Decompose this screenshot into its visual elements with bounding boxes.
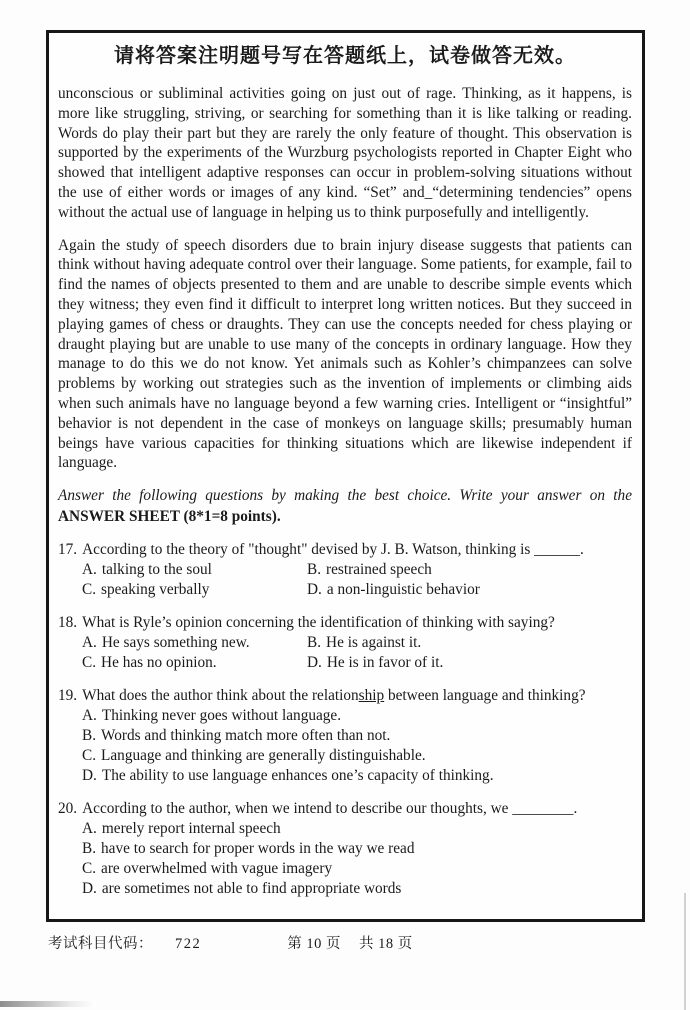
- option-19-d-text: The ability to use language enhances one’s capacity of thinking.: [101, 767, 494, 785]
- option-17-d-label: D.: [307, 581, 322, 599]
- question-19-text-pre: What does the author think about the relation: [82, 687, 359, 705]
- question-18: [58, 613, 632, 673]
- question-17-stem: [58, 540, 632, 560]
- option-19-d: [82, 766, 632, 786]
- option-20-c: [82, 859, 632, 879]
- page-current: 第 10 页: [287, 936, 341, 952]
- option-19-c-text: Language and thinking are generally distinguishable.: [101, 747, 426, 765]
- question-18-stem: [58, 613, 632, 633]
- option-19-b: [82, 726, 632, 746]
- option-19-b-text: Words and thinking match more often than not.: [101, 727, 391, 745]
- option-17-c: [82, 580, 307, 600]
- option-17-c-text: speaking verbally: [101, 581, 210, 599]
- option-18-a-text: He says something new.: [101, 634, 250, 652]
- content-border-box: [46, 30, 645, 922]
- subject-code-label: 考试科目代码：: [48, 936, 153, 952]
- option-18-b-text: He is against it.: [326, 634, 422, 652]
- passage-paragraph-2: Again the study of speech disorders due to brain injury disease suggests that patients can think without having adequate control over their language. Some patients, for example, fail to find the names of objects presented to them and are unable to describe simple events which they witness; they even find it difficult to interpret long written notices. But they succeed in playing games of chess or draughts. They can use the concepts needed for chess playing or draught playing but are unable to use many of the concepts in ordinary language. How they manage to do this we do not know. Yet animals such as Kohler’s chimpanzees can solve problems by working out strategies such as the invention of implements or climbing aids when such animals have no language beyond a few warning cries. Intelligent or “insightful” behavior is not dependent in the case of monkeys on language skills; presumably human beings have various capacities for thinking situations which are likewise independent if language.: [58, 236, 632, 472]
- page-total: 共 18 页: [359, 936, 413, 952]
- option-20-c-text: are overwhelmed with vague imagery: [101, 860, 333, 878]
- option-19-c-label: C.: [82, 747, 97, 765]
- option-17-b-text: restrained speech: [326, 561, 432, 579]
- option-17-a: [82, 560, 307, 580]
- question-17-options: [58, 560, 632, 600]
- subject-code-value: 722: [175, 936, 202, 952]
- option-20-d-label: D.: [82, 880, 97, 898]
- passage-paragraph-1: unconscious or subliminal activities going on just out of rage. Thinking, as it happens, is more like struggling, striving, or searching for something than it is like talking or reading. Words do play their part but they are rarely the only feature of thought. This observation is supported by the experiments of the Wurzburg psychologists reported in Chapter Eight who showed that intelligent adaptive responses can occur in problem-solving situations without the use of either words or images of any kind. “Set” and_“determining tendencies” opens without the actual use of language in helping us to think purposefully and intelligently.: [58, 85, 632, 221]
- option-19-d-label: D.: [82, 767, 97, 785]
- question-17: [58, 540, 632, 600]
- question-20-stem: [58, 799, 632, 819]
- option-18-b: [307, 633, 632, 653]
- option-20-a-text: merely report internal speech: [101, 820, 281, 838]
- instruction-bold-text: ANSWER SHEET (8*1=8 points).: [58, 507, 281, 525]
- option-17-d: [307, 580, 632, 600]
- option-20-a: [82, 819, 632, 839]
- option-18-a-label: A.: [82, 634, 97, 652]
- option-17-b: [307, 560, 632, 580]
- scan-artifact-edge: [684, 893, 686, 1010]
- page-footer: [48, 932, 413, 953]
- option-20-b: [82, 839, 632, 859]
- option-20-d-text: are sometimes not able to find appropriate words: [101, 880, 402, 898]
- option-18-c-text: He has no opinion.: [101, 654, 217, 672]
- question-18-options: [58, 633, 632, 673]
- question-19-text-post: between language and thinking?: [384, 687, 586, 705]
- page-number-info: [287, 932, 413, 953]
- question-19-stem: [58, 686, 632, 706]
- option-19-a-label: A.: [82, 707, 97, 725]
- option-20-c-label: C.: [82, 860, 97, 878]
- instruction-italic-text: Answer the following questions by making the best choice. Write your answer on the: [58, 487, 632, 505]
- option-19-b-label: B.: [82, 727, 97, 745]
- question-19-text-underlined: ship: [358, 687, 385, 705]
- option-18-d-text: He is in favor of it.: [326, 654, 444, 672]
- option-17-b-label: B.: [307, 561, 322, 579]
- option-18-c: [82, 653, 307, 673]
- header-notice: 请将答案注明题号写在答题纸上，试卷做答无效。: [114, 45, 576, 67]
- question-20-options: [58, 819, 632, 899]
- option-20-d: [82, 879, 632, 899]
- section-instruction: [58, 486, 632, 527]
- question-20-number: 20.: [58, 800, 78, 818]
- option-17-c-label: C.: [82, 581, 97, 599]
- option-17-a-text: talking to the soul: [101, 561, 212, 579]
- option-19-a: [82, 706, 632, 726]
- option-20-a-label: A.: [82, 820, 97, 838]
- option-17-a-label: A.: [82, 561, 97, 579]
- option-20-b-label: B.: [82, 840, 97, 858]
- scan-artifact-smudge: [0, 1001, 96, 1007]
- option-17-d-text: a non-linguistic behavior: [326, 581, 480, 599]
- option-18-b-label: B.: [307, 634, 322, 652]
- option-18-a: [82, 633, 307, 653]
- question-19: [58, 686, 632, 786]
- question-18-text: What is Ryle’s opinion concerning the identification of thinking with saying?: [82, 614, 555, 632]
- option-18-d-label: D.: [307, 654, 322, 672]
- option-19-c: [82, 746, 632, 766]
- question-18-number: 18.: [58, 614, 78, 632]
- question-17-number: 17.: [58, 541, 78, 559]
- question-20: [58, 799, 632, 899]
- question-19-options: [58, 706, 632, 786]
- question-20-text: According to the author, when we intend to describe our thoughts, we ________.: [82, 800, 578, 818]
- question-17-text: According to the theory of "thought" devised by J. B. Watson, thinking is ______.: [82, 541, 584, 559]
- option-19-a-text: Thinking never goes without language.: [101, 707, 342, 725]
- option-18-d: [307, 653, 632, 673]
- question-19-number: 19.: [58, 687, 78, 705]
- option-20-b-text: have to search for proper words in the way we read: [101, 840, 415, 858]
- option-18-c-label: C.: [82, 654, 97, 672]
